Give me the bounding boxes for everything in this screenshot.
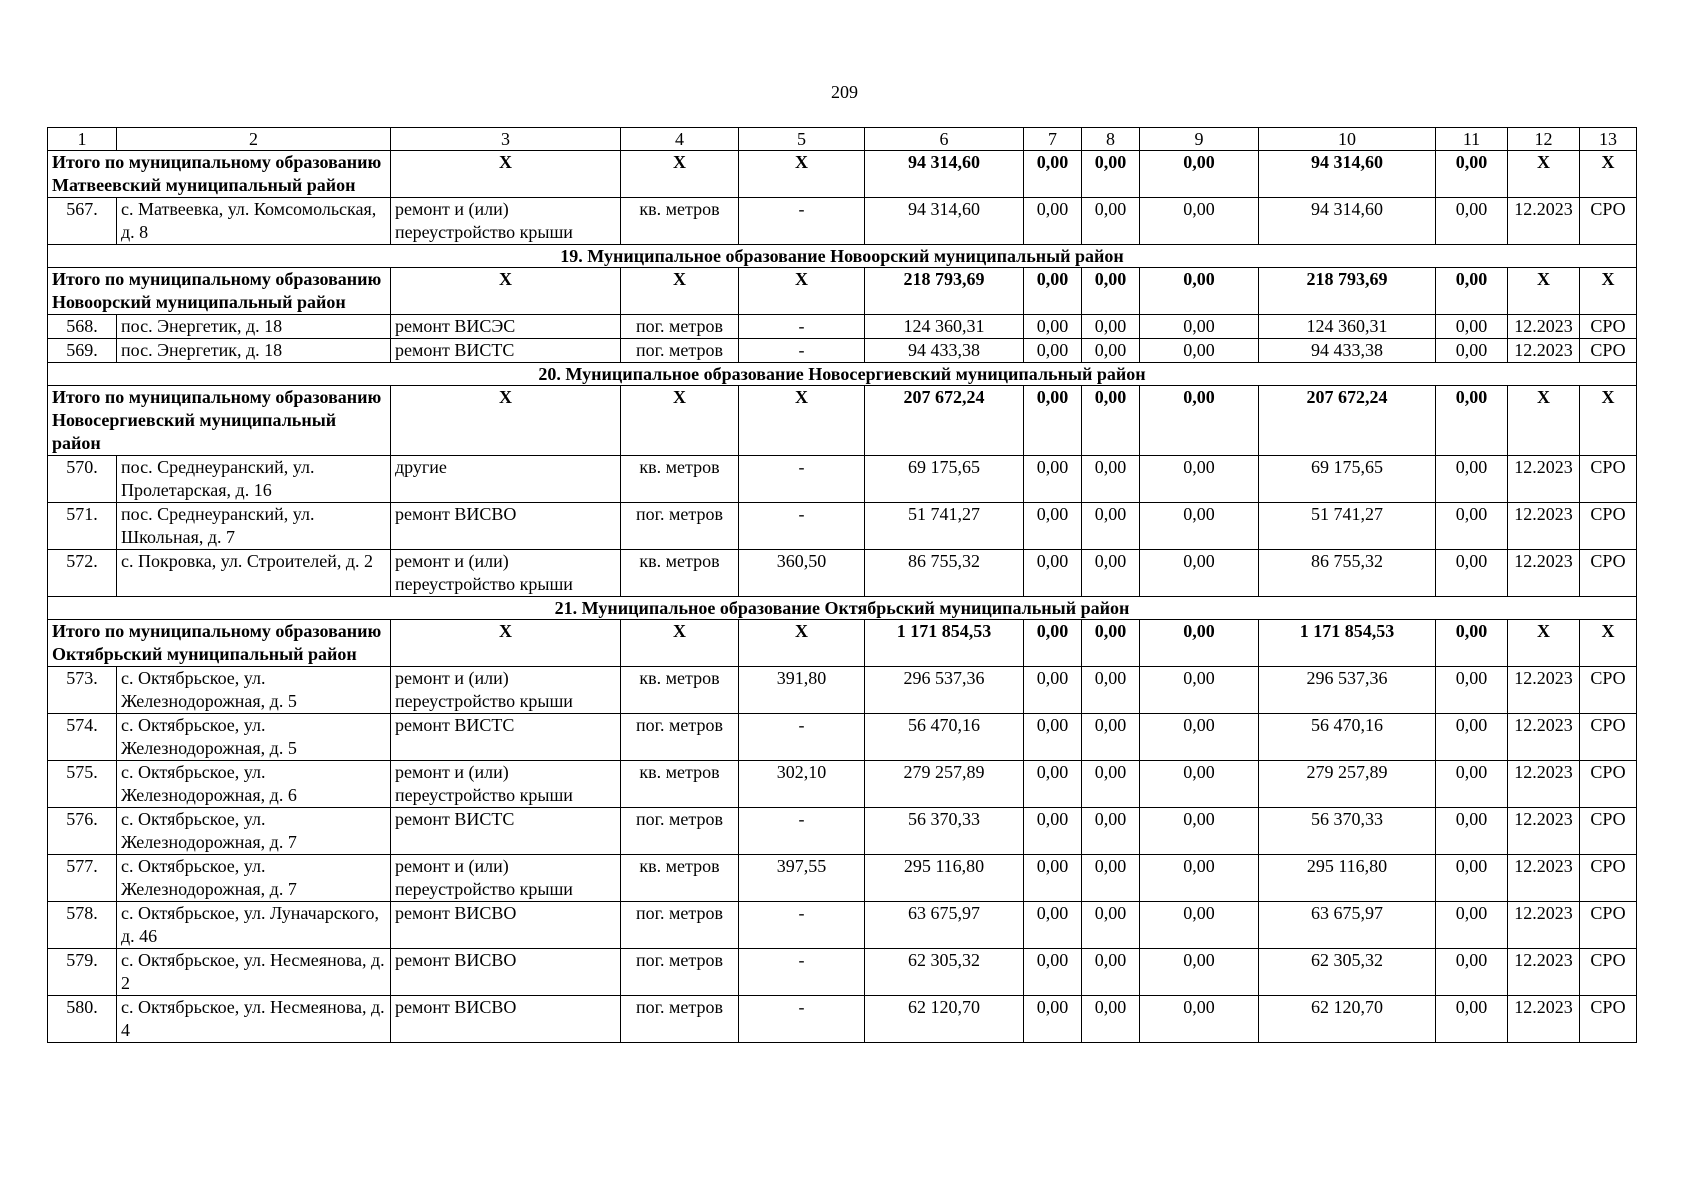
cell-work-type: ремонт и (или) переустройство крыши <box>391 855 621 902</box>
cell-col8: 0,00 <box>1082 808 1140 855</box>
cell-col8: 0,00 <box>1082 198 1140 245</box>
cell-col11: 0,00 <box>1436 667 1508 714</box>
cell-work-type: ремонт ВИСТС <box>391 714 621 761</box>
cell-number: 576. <box>48 808 117 855</box>
cell-address: с. Октябрьское, ул. Железнодорожная, д. 5 <box>117 667 391 714</box>
cell-col9: 0,00 <box>1140 855 1259 902</box>
cell-work-type: ремонт ВИСТС <box>391 808 621 855</box>
table-row <box>48 198 1637 245</box>
cell-method: СРО <box>1580 902 1637 949</box>
cell-deadline: Х <box>1508 151 1580 198</box>
cell-col10: 295 116,80 <box>1259 855 1436 902</box>
cell-work-type: Х <box>391 151 621 198</box>
cell-unit: кв. метров <box>621 456 739 503</box>
table-row <box>48 949 1637 996</box>
cell-volume: Х <box>739 386 865 456</box>
cell-col11: 0,00 <box>1436 808 1508 855</box>
table-row <box>48 315 1637 339</box>
cell-col7: 0,00 <box>1024 996 1082 1043</box>
cell-unit: пог. метров <box>621 902 739 949</box>
cell-col11: 0,00 <box>1436 550 1508 597</box>
column-number: 7 <box>1024 128 1082 151</box>
cell-col8: 0,00 <box>1082 949 1140 996</box>
cell-col7: 0,00 <box>1024 315 1082 339</box>
cell-col11: 0,00 <box>1436 996 1508 1043</box>
cell-number: 578. <box>48 902 117 949</box>
cell-col7: 0,00 <box>1024 620 1082 667</box>
cell-col7: 0,00 <box>1024 667 1082 714</box>
cell-total-cost: 279 257,89 <box>865 761 1024 808</box>
section-title: 19. Муниципальное образование Новоорский муниципальный район <box>48 245 1637 268</box>
table-row <box>48 503 1637 550</box>
cell-method: СРО <box>1580 339 1637 363</box>
cell-col8: 0,00 <box>1082 386 1140 456</box>
cell-col8: 0,00 <box>1082 996 1140 1043</box>
cell-work-type: ремонт и (или) переустройство крыши <box>391 761 621 808</box>
cell-deadline: 12.2023 <box>1508 550 1580 597</box>
cell-col7: 0,00 <box>1024 268 1082 315</box>
cell-address: пос. Энергетик, д. 18 <box>117 339 391 363</box>
cell-number: 580. <box>48 996 117 1043</box>
cell-volume: - <box>739 198 865 245</box>
section-header-row <box>48 245 1637 268</box>
cell-total-cost: 63 675,97 <box>865 902 1024 949</box>
page-number: 209 <box>831 82 858 102</box>
cell-work-type: ремонт ВИСВО <box>391 902 621 949</box>
cell-col7: 0,00 <box>1024 949 1082 996</box>
cell-total-cost: 69 175,65 <box>865 456 1024 503</box>
cell-unit: пог. метров <box>621 315 739 339</box>
cell-total-cost: 94 314,60 <box>865 198 1024 245</box>
cell-col8: 0,00 <box>1082 761 1140 808</box>
cell-col7: 0,00 <box>1024 386 1082 456</box>
cell-col7: 0,00 <box>1024 808 1082 855</box>
total-row <box>48 620 1637 667</box>
cell-total-cost: 207 672,24 <box>865 386 1024 456</box>
cell-method: СРО <box>1580 808 1637 855</box>
cell-work-type: ремонт ВИСВО <box>391 996 621 1043</box>
cell-col9: 0,00 <box>1140 714 1259 761</box>
cell-number: 571. <box>48 503 117 550</box>
cell-volume: - <box>739 503 865 550</box>
cell-work-type: Х <box>391 386 621 456</box>
cell-total-cost: 124 360,31 <box>865 315 1024 339</box>
cell-col7: 0,00 <box>1024 339 1082 363</box>
cell-col8: 0,00 <box>1082 902 1140 949</box>
cell-volume: Х <box>739 620 865 667</box>
cell-col10: 296 537,36 <box>1259 667 1436 714</box>
cell-col8: 0,00 <box>1082 667 1140 714</box>
cell-col7: 0,00 <box>1024 902 1082 949</box>
cell-col8: 0,00 <box>1082 315 1140 339</box>
cell-col9: 0,00 <box>1140 808 1259 855</box>
cell-col10: 94 314,60 <box>1259 198 1436 245</box>
cell-col9: 0,00 <box>1140 667 1259 714</box>
cell-volume: - <box>739 315 865 339</box>
cell-volume: - <box>739 339 865 363</box>
cell-method: СРО <box>1580 503 1637 550</box>
cell-col11: 0,00 <box>1436 761 1508 808</box>
table-row <box>48 667 1637 714</box>
cell-number: 569. <box>48 339 117 363</box>
cell-number: 579. <box>48 949 117 996</box>
cell-volume: - <box>739 456 865 503</box>
cell-col9: 0,00 <box>1140 761 1259 808</box>
cell-col11: 0,00 <box>1436 503 1508 550</box>
cell-col8: 0,00 <box>1082 620 1140 667</box>
cell-col9: 0,00 <box>1140 198 1259 245</box>
cell-col10: 94 314,60 <box>1259 151 1436 198</box>
cell-address: пос. Среднеуранский, ул. Пролетарская, д. 16 <box>117 456 391 503</box>
cell-col11: 0,00 <box>1436 151 1508 198</box>
cell-total-cost: 56 470,16 <box>865 714 1024 761</box>
cell-method: СРО <box>1580 855 1637 902</box>
cell-col9: 0,00 <box>1140 620 1259 667</box>
cell-volume: - <box>739 996 865 1043</box>
cell-deadline: 12.2023 <box>1508 456 1580 503</box>
column-number-row <box>48 128 1637 151</box>
cell-col8: 0,00 <box>1082 339 1140 363</box>
cell-col10: 69 175,65 <box>1259 456 1436 503</box>
cell-col9: 0,00 <box>1140 456 1259 503</box>
cell-method: Х <box>1580 151 1637 198</box>
total-label: Итого по муниципальному образованию Новоорский муниципальный район <box>48 268 391 315</box>
cell-volume: - <box>739 714 865 761</box>
cell-col10: 51 741,27 <box>1259 503 1436 550</box>
cell-deadline: Х <box>1508 268 1580 315</box>
cell-address: с. Октябрьское, ул. Луначарского, д. 46 <box>117 902 391 949</box>
cell-col11: 0,00 <box>1436 855 1508 902</box>
column-number: 10 <box>1259 128 1436 151</box>
cell-address: с. Октябрьское, ул. Несмеянова, д. 2 <box>117 949 391 996</box>
cell-total-cost: 94 314,60 <box>865 151 1024 198</box>
cell-col10: 86 755,32 <box>1259 550 1436 597</box>
cell-work-type: ремонт ВИСВО <box>391 949 621 996</box>
cell-col8: 0,00 <box>1082 550 1140 597</box>
cell-col9: 0,00 <box>1140 996 1259 1043</box>
cell-method: СРО <box>1580 996 1637 1043</box>
cell-unit: кв. метров <box>621 667 739 714</box>
column-number: 5 <box>739 128 865 151</box>
cell-work-type: Х <box>391 620 621 667</box>
cell-unit: пог. метров <box>621 339 739 363</box>
cell-unit: кв. метров <box>621 550 739 597</box>
cell-address: с. Покровка, ул. Строителей, д. 2 <box>117 550 391 597</box>
cell-method: Х <box>1580 268 1637 315</box>
cell-method: СРО <box>1580 315 1637 339</box>
cell-address: пос. Среднеуранский, ул. Школьная, д. 7 <box>117 503 391 550</box>
cell-deadline: 12.2023 <box>1508 902 1580 949</box>
cell-deadline: 12.2023 <box>1508 996 1580 1043</box>
cell-col11: 0,00 <box>1436 339 1508 363</box>
cell-address: с. Октябрьское, ул. Железнодорожная, д. 6 <box>117 761 391 808</box>
column-number: 12 <box>1508 128 1580 151</box>
cell-deadline: 12.2023 <box>1508 808 1580 855</box>
cell-col10: 218 793,69 <box>1259 268 1436 315</box>
cell-col11: 0,00 <box>1436 386 1508 456</box>
cell-unit: пог. метров <box>621 808 739 855</box>
cell-number: 567. <box>48 198 117 245</box>
cell-unit: Х <box>621 620 739 667</box>
cell-unit: Х <box>621 268 739 315</box>
cell-col10: 207 672,24 <box>1259 386 1436 456</box>
cell-col11: 0,00 <box>1436 268 1508 315</box>
cell-work-type: ремонт ВИСЭС <box>391 315 621 339</box>
cell-col10: 62 120,70 <box>1259 996 1436 1043</box>
cell-col7: 0,00 <box>1024 714 1082 761</box>
cell-col9: 0,00 <box>1140 949 1259 996</box>
column-number: 6 <box>865 128 1024 151</box>
cell-number: 577. <box>48 855 117 902</box>
cell-unit: пог. метров <box>621 503 739 550</box>
cell-volume: Х <box>739 268 865 315</box>
total-row <box>48 268 1637 315</box>
cell-deadline: 12.2023 <box>1508 198 1580 245</box>
cell-col11: 0,00 <box>1436 902 1508 949</box>
cell-deadline: 12.2023 <box>1508 949 1580 996</box>
cell-unit: Х <box>621 386 739 456</box>
cell-deadline: 12.2023 <box>1508 855 1580 902</box>
cell-total-cost: 94 433,38 <box>865 339 1024 363</box>
cell-col7: 0,00 <box>1024 456 1082 503</box>
cell-col9: 0,00 <box>1140 503 1259 550</box>
cell-total-cost: 86 755,32 <box>865 550 1024 597</box>
works-table <box>47 127 1637 1043</box>
column-number: 1 <box>48 128 117 151</box>
cell-col10: 1 171 854,53 <box>1259 620 1436 667</box>
total-label: Итого по муниципальному образованию Матвеевский муниципальный район <box>48 151 391 198</box>
cell-method: СРО <box>1580 456 1637 503</box>
cell-number: 575. <box>48 761 117 808</box>
cell-work-type: другие <box>391 456 621 503</box>
cell-deadline: 12.2023 <box>1508 315 1580 339</box>
cell-col10: 94 433,38 <box>1259 339 1436 363</box>
table-row <box>48 339 1637 363</box>
total-row <box>48 151 1637 198</box>
cell-col10: 62 305,32 <box>1259 949 1436 996</box>
cell-unit: кв. метров <box>621 198 739 245</box>
cell-total-cost: 62 305,32 <box>865 949 1024 996</box>
cell-col7: 0,00 <box>1024 198 1082 245</box>
cell-deadline: Х <box>1508 386 1580 456</box>
cell-col7: 0,00 <box>1024 855 1082 902</box>
cell-address: пос. Энергетик, д. 18 <box>117 315 391 339</box>
cell-col7: 0,00 <box>1024 761 1082 808</box>
cell-method: СРО <box>1580 550 1637 597</box>
cell-work-type: ремонт ВИСТС <box>391 339 621 363</box>
cell-work-type: ремонт ВИСВО <box>391 503 621 550</box>
cell-col9: 0,00 <box>1140 386 1259 456</box>
cell-total-cost: 51 741,27 <box>865 503 1024 550</box>
cell-col10: 279 257,89 <box>1259 761 1436 808</box>
cell-col10: 124 360,31 <box>1259 315 1436 339</box>
cell-unit: пог. метров <box>621 714 739 761</box>
cell-number: 574. <box>48 714 117 761</box>
cell-col8: 0,00 <box>1082 456 1140 503</box>
cell-method: СРО <box>1580 198 1637 245</box>
cell-address: с. Октябрьское, ул. Железнодорожная, д. 7 <box>117 808 391 855</box>
cell-number: 568. <box>48 315 117 339</box>
total-label: Итого по муниципальному образованию Октябрьский муниципальный район <box>48 620 391 667</box>
cell-unit: кв. метров <box>621 761 739 808</box>
cell-method: Х <box>1580 620 1637 667</box>
cell-col9: 0,00 <box>1140 268 1259 315</box>
cell-number: 573. <box>48 667 117 714</box>
cell-method: Х <box>1580 386 1637 456</box>
cell-total-cost: 218 793,69 <box>865 268 1024 315</box>
table-row <box>48 714 1637 761</box>
cell-col10: 56 370,33 <box>1259 808 1436 855</box>
cell-col10: 56 470,16 <box>1259 714 1436 761</box>
cell-address: с. Октябрьское, ул. Несмеянова, д. 4 <box>117 996 391 1043</box>
cell-col8: 0,00 <box>1082 714 1140 761</box>
total-label: Итого по муниципальному образованию Новосергиевский муниципальный район <box>48 386 391 456</box>
cell-col8: 0,00 <box>1082 855 1140 902</box>
cell-method: СРО <box>1580 761 1637 808</box>
cell-col9: 0,00 <box>1140 315 1259 339</box>
cell-volume: 302,10 <box>739 761 865 808</box>
cell-volume: 391,80 <box>739 667 865 714</box>
cell-method: СРО <box>1580 667 1637 714</box>
cell-col11: 0,00 <box>1436 315 1508 339</box>
cell-number: 570. <box>48 456 117 503</box>
cell-volume: - <box>739 902 865 949</box>
cell-address: с. Октябрьское, ул. Железнодорожная, д. 7 <box>117 855 391 902</box>
cell-total-cost: 1 171 854,53 <box>865 620 1024 667</box>
cell-volume: - <box>739 808 865 855</box>
table-row <box>48 761 1637 808</box>
cell-col11: 0,00 <box>1436 620 1508 667</box>
cell-col9: 0,00 <box>1140 902 1259 949</box>
cell-unit: кв. метров <box>621 855 739 902</box>
column-number: 2 <box>117 128 391 151</box>
cell-total-cost: 296 537,36 <box>865 667 1024 714</box>
cell-method: СРО <box>1580 714 1637 761</box>
cell-col7: 0,00 <box>1024 151 1082 198</box>
cell-col7: 0,00 <box>1024 503 1082 550</box>
section-title: 21. Муниципальное образование Октябрьский муниципальный район <box>48 597 1637 620</box>
table-row <box>48 855 1637 902</box>
cell-col11: 0,00 <box>1436 198 1508 245</box>
cell-volume: 397,55 <box>739 855 865 902</box>
cell-volume: - <box>739 949 865 996</box>
cell-deadline: 12.2023 <box>1508 667 1580 714</box>
cell-col11: 0,00 <box>1436 456 1508 503</box>
table-row <box>48 996 1637 1043</box>
cell-address: с. Октябрьское, ул. Железнодорожная, д. 5 <box>117 714 391 761</box>
column-number: 11 <box>1436 128 1508 151</box>
cell-col7: 0,00 <box>1024 550 1082 597</box>
cell-total-cost: 295 116,80 <box>865 855 1024 902</box>
column-number: 4 <box>621 128 739 151</box>
cell-col8: 0,00 <box>1082 268 1140 315</box>
column-number: 3 <box>391 128 621 151</box>
cell-col11: 0,00 <box>1436 714 1508 761</box>
cell-deadline: 12.2023 <box>1508 761 1580 808</box>
table-row <box>48 902 1637 949</box>
cell-total-cost: 62 120,70 <box>865 996 1024 1043</box>
cell-work-type: ремонт и (или) переустройство крыши <box>391 550 621 597</box>
section-header-row <box>48 363 1637 386</box>
cell-number: 572. <box>48 550 117 597</box>
cell-address: с. Матвеевка, ул. Комсомольская, д. 8 <box>117 198 391 245</box>
cell-work-type: Х <box>391 268 621 315</box>
cell-unit: пог. метров <box>621 996 739 1043</box>
cell-deadline: 12.2023 <box>1508 339 1580 363</box>
cell-total-cost: 56 370,33 <box>865 808 1024 855</box>
column-number: 9 <box>1140 128 1259 151</box>
cell-work-type: ремонт и (или) переустройство крыши <box>391 667 621 714</box>
cell-deadline: 12.2023 <box>1508 714 1580 761</box>
cell-unit: Х <box>621 151 739 198</box>
table-row <box>48 456 1637 503</box>
cell-col10: 63 675,97 <box>1259 902 1436 949</box>
cell-method: СРО <box>1580 949 1637 996</box>
cell-col11: 0,00 <box>1436 949 1508 996</box>
section-header-row <box>48 597 1637 620</box>
cell-work-type: ремонт и (или) переустройство крыши <box>391 198 621 245</box>
table-row <box>48 550 1637 597</box>
table-row <box>48 808 1637 855</box>
cell-volume: 360,50 <box>739 550 865 597</box>
cell-col8: 0,00 <box>1082 503 1140 550</box>
column-number: 13 <box>1580 128 1637 151</box>
section-title: 20. Муниципальное образование Новосергиевский муниципальный район <box>48 363 1637 386</box>
cell-deadline: Х <box>1508 620 1580 667</box>
total-row <box>48 386 1637 456</box>
cell-col9: 0,00 <box>1140 550 1259 597</box>
cell-unit: пог. метров <box>621 949 739 996</box>
cell-col9: 0,00 <box>1140 339 1259 363</box>
cell-col9: 0,00 <box>1140 151 1259 198</box>
cell-volume: Х <box>739 151 865 198</box>
cell-col8: 0,00 <box>1082 151 1140 198</box>
cell-deadline: 12.2023 <box>1508 503 1580 550</box>
column-number: 8 <box>1082 128 1140 151</box>
